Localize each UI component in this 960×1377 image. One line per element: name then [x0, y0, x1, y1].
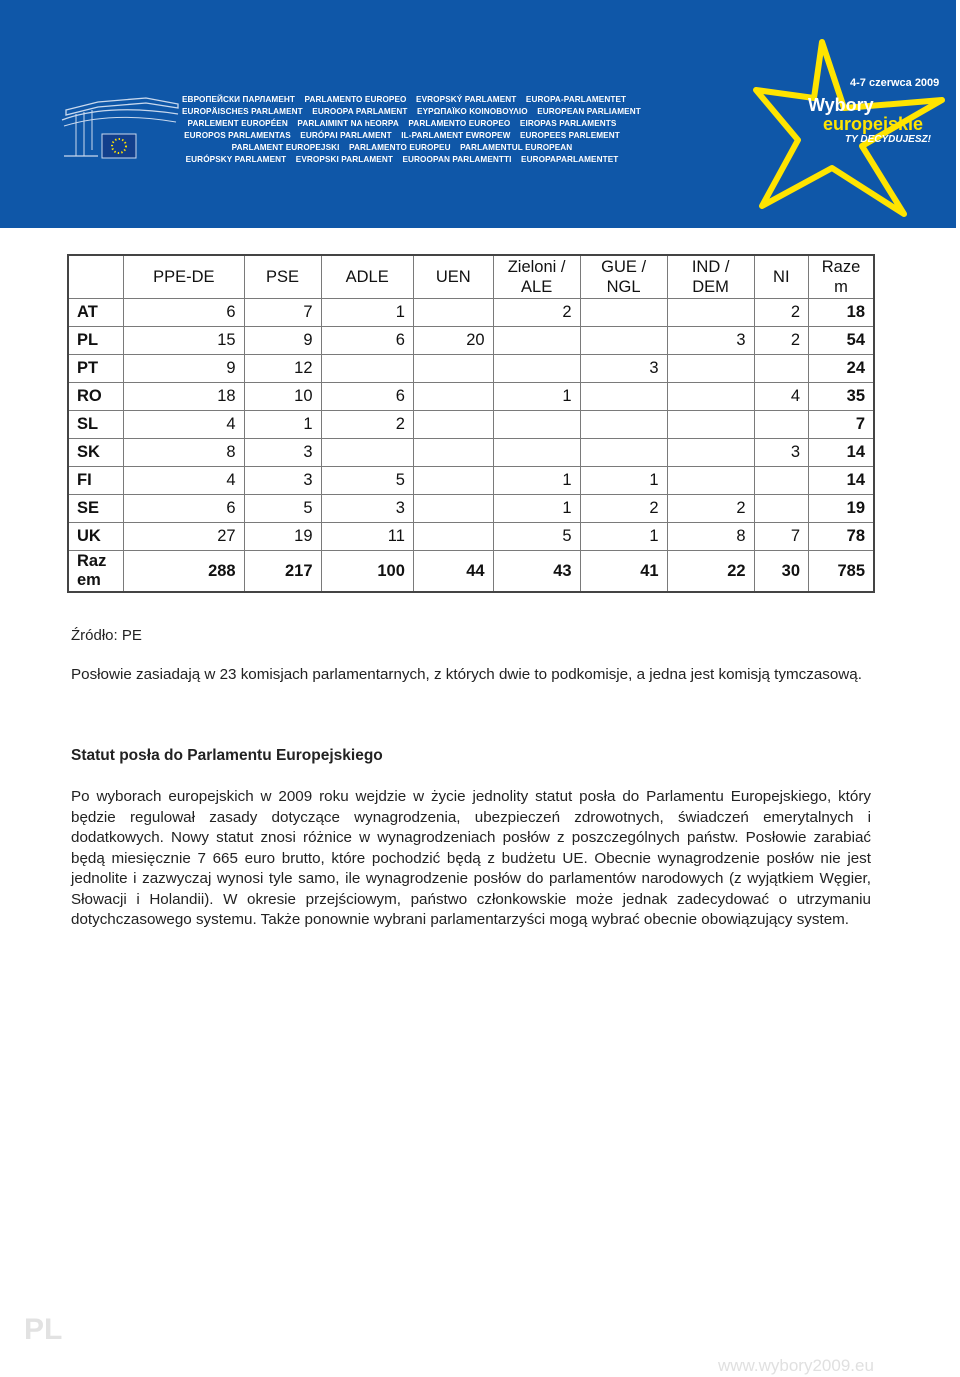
table-cell: 100: [321, 551, 413, 593]
total-cell: 54: [809, 327, 875, 355]
paragraph-committees: Posłowie zasiadają w 23 komisjach parlamentarnych, z których dwie to podkomisje, a jedna jest komisją tymczasową.: [71, 666, 862, 683]
table-cell: 3: [754, 439, 808, 467]
table-cell: [667, 439, 754, 467]
table-cell: [321, 355, 413, 383]
table-cell: 2: [580, 495, 667, 523]
table-row: [68, 495, 874, 523]
table-cell: [580, 383, 667, 411]
table-header-cell: [68, 255, 124, 299]
total-cell: 18: [809, 299, 875, 327]
table-cell: 3: [244, 467, 321, 495]
eu-flag-icon: [102, 134, 136, 158]
parliament-names-row: PARLEMENT EUROPÉEN PARLAIMINT NA hEORPA PARLAMENTO EUROPEO EIROPAS PARLAMENTS: [187, 119, 617, 128]
seats-table: [67, 254, 875, 593]
source-note: Źródło: PE: [71, 627, 142, 644]
country-code-cell: SE: [68, 495, 124, 523]
election-title-highlight: europejskie: [823, 114, 924, 134]
parliament-names: [182, 94, 641, 166]
table-cell: 3: [667, 327, 754, 355]
table-cell: 8: [667, 523, 754, 551]
table-cell: [413, 523, 493, 551]
table-cell: 1: [493, 495, 580, 523]
table-cell: 217: [244, 551, 321, 593]
table-cell: [667, 355, 754, 383]
table-cell: [580, 439, 667, 467]
table-cell: 18: [124, 383, 245, 411]
table-cell: 5: [321, 467, 413, 495]
table-cell: [413, 467, 493, 495]
election-title: Wybory: [808, 95, 874, 115]
table-cell: [754, 411, 808, 439]
table-cell: [493, 439, 580, 467]
table-cell: 20: [413, 327, 493, 355]
table-cell: [413, 383, 493, 411]
table-cell: 11: [321, 523, 413, 551]
election-slogan: TY DECYDUJESZ!: [845, 134, 931, 145]
country-code-cell: SK: [68, 439, 124, 467]
table-cell: 288: [124, 551, 245, 593]
table-cell: [580, 299, 667, 327]
table-cell: [321, 439, 413, 467]
country-code-cell: Raz em: [68, 551, 124, 593]
language-code: PL: [24, 1313, 63, 1346]
country-code-cell: PL: [68, 327, 124, 355]
table-header-row: [68, 255, 874, 299]
table-cell: 6: [321, 383, 413, 411]
table-row: [68, 299, 874, 327]
total-cell: 7: [809, 411, 875, 439]
table-cell: 2: [321, 411, 413, 439]
table-cell: 27: [124, 523, 245, 551]
table-header-cell: UEN: [413, 255, 493, 299]
table-cell: 1: [580, 467, 667, 495]
table-cell: [754, 495, 808, 523]
table-cell: [580, 411, 667, 439]
table-cell: 30: [754, 551, 808, 593]
table-cell: 43: [493, 551, 580, 593]
table-cell: 12: [244, 355, 321, 383]
table-cell: 6: [124, 495, 245, 523]
country-code-cell: AT: [68, 299, 124, 327]
section-heading: Statut posła do Parlamentu Europejskiego: [71, 747, 383, 764]
total-cell: 35: [809, 383, 875, 411]
table-cell: 2: [667, 495, 754, 523]
table-header-cell: Raze m: [809, 255, 875, 299]
table-header-cell: PPE-DE: [124, 255, 245, 299]
table-cell: [413, 299, 493, 327]
header-banner: [0, 0, 956, 228]
table-cell: 4: [124, 411, 245, 439]
table-cell: 1: [244, 411, 321, 439]
table-cell: 15: [124, 327, 245, 355]
table-header-cell: IND / DEM: [667, 255, 754, 299]
table-cell: 2: [754, 327, 808, 355]
total-cell: 19: [809, 495, 875, 523]
table-cell: [754, 467, 808, 495]
footer-url: www.wybory2009.eu: [718, 1356, 874, 1375]
table-row: [68, 411, 874, 439]
table-header-cell: ADLE: [321, 255, 413, 299]
table-row: [68, 467, 874, 495]
table-cell: [667, 299, 754, 327]
table-header-cell: PSE: [244, 255, 321, 299]
table-cell: 3: [244, 439, 321, 467]
european-parliament-logo-icon: [58, 92, 183, 172]
total-cell: 14: [809, 439, 875, 467]
table-cell: 4: [754, 383, 808, 411]
table-cell: 1: [580, 523, 667, 551]
table-header-cell: NI: [754, 255, 808, 299]
table-cell: 2: [754, 299, 808, 327]
parliament-names-row: EUROPÄISCHES PARLAMENT EUROOPA PARLAMENT ΕΥΡΩΠΑΪΚΟ ΚΟΙΝΟΒΟΥΛΙΟ EUROPEAN PARLIAMENT: [182, 107, 641, 116]
table-cell: [754, 355, 808, 383]
table-cell: 5: [244, 495, 321, 523]
table-cell: [667, 411, 754, 439]
paragraph-statute: Po wyborach europejskich w 2009 roku wejdzie w życie jednolity statut posła do Parlamentu Europejskiego, który będzie regulował zasady dotyczące wynagrodzenia, ubezpieczeń zdrowotnych, świadczeń emerytalnych i dodatkowych. Nowy statut znosi różnice w wynagrodzeniach posłów z poszczególnych państw. Posłowie zarabiać będą miesięcznie 7 665 euro brutto, które pochodzić będą z budżetu UE. Obecnie wynagrodzenie posłów nie jest jednolite i zazwyczaj wynosi tyle samo, ile wynagrodzenie posłów do parlamentów narodowych (z wyjątkiem Węgier, Słowacji i Holandii). W okresie przejściowym, państwo członkowskie może jednak zadecydować o utrzymaniu dotychczasowego systemu. Także ponownie wybrani parlamentarzyści mogą wybrać obecnie obowiązujący system.: [71, 788, 871, 928]
table-cell: [667, 383, 754, 411]
table-header-cell: GUE / NGL: [580, 255, 667, 299]
table-cell: [413, 495, 493, 523]
table-cell: 5: [493, 523, 580, 551]
table-cell: 8: [124, 439, 245, 467]
country-code-cell: UK: [68, 523, 124, 551]
table-cell: 3: [321, 495, 413, 523]
table-row: [68, 327, 874, 355]
table-cell: 41: [580, 551, 667, 593]
table-cell: 1: [493, 467, 580, 495]
table-cell: 9: [124, 355, 245, 383]
country-code-cell: RO: [68, 383, 124, 411]
table-cell: 44: [413, 551, 493, 593]
table-cell: 1: [493, 383, 580, 411]
table-sum-row: [68, 551, 874, 593]
table-row: [68, 355, 874, 383]
country-code-cell: SL: [68, 411, 124, 439]
parliament-names-row: ЕВРОПЕЙСКИ ПАРЛАМЕНТ PARLAMENTO EUROPEO EVROPSKÝ PARLAMENT EUROPA-PARLAMENTET: [182, 95, 627, 104]
table-row: [68, 523, 874, 551]
election-date: 4-7 czerwca 2009: [850, 77, 940, 89]
country-code-cell: PT: [68, 355, 124, 383]
table-cell: 3: [580, 355, 667, 383]
table-cell: 6: [124, 299, 245, 327]
table-cell: [413, 439, 493, 467]
table-cell: [667, 467, 754, 495]
parliament-names-row: EUROPOS PARLAMENTAS EURÓPAI PARLAMENT IL-PARLAMENT EWROPEW EUROPEES PARLEMENT: [184, 131, 620, 140]
total-cell: 785: [809, 551, 875, 593]
table-cell: 1: [321, 299, 413, 327]
country-code-cell: FI: [68, 467, 124, 495]
table-cell: 7: [754, 523, 808, 551]
table-cell: 10: [244, 383, 321, 411]
table-cell: [493, 327, 580, 355]
table-cell: [493, 411, 580, 439]
table-header-cell: Zieloni / ALE: [493, 255, 580, 299]
table-cell: 9: [244, 327, 321, 355]
table-cell: 22: [667, 551, 754, 593]
table-cell: 7: [244, 299, 321, 327]
table-cell: [413, 355, 493, 383]
table-row: [68, 439, 874, 467]
table-row: [68, 383, 874, 411]
table-body: [68, 299, 874, 593]
total-cell: 14: [809, 467, 875, 495]
total-cell: 24: [809, 355, 875, 383]
table-cell: 6: [321, 327, 413, 355]
table-cell: [493, 355, 580, 383]
table-cell: 2: [493, 299, 580, 327]
table-cell: 19: [244, 523, 321, 551]
table-cell: 4: [124, 467, 245, 495]
total-cell: 78: [809, 523, 875, 551]
parliament-names-row: PARLAMENT EUROPEJSKI PARLAMENTO EUROPEU PARLAMENTUL EUROPEAN: [231, 143, 573, 152]
parliament-names-row: EURÓPSKY PARLAMENT EVROPSKI PARLAMENT EUROOPAN PARLAMENTTI EUROPAPARLAMENTET: [185, 155, 619, 164]
table-cell: [413, 411, 493, 439]
table-cell: [580, 327, 667, 355]
